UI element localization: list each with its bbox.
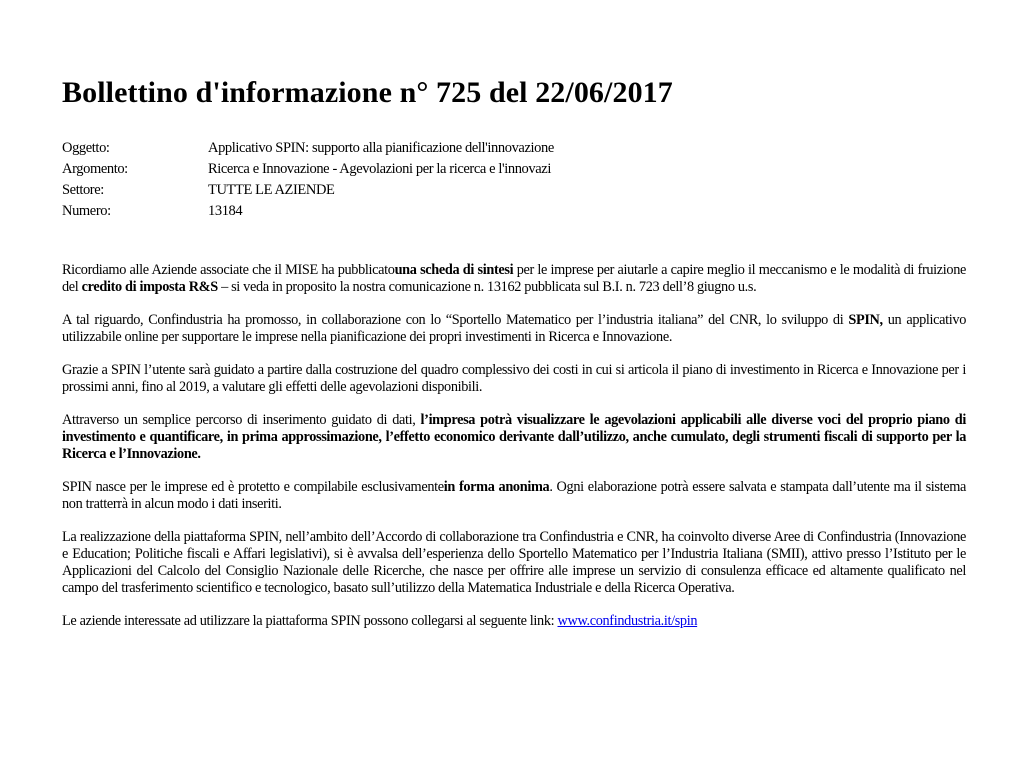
meta-label: Oggetto:	[62, 140, 110, 156]
meta-label: Numero:	[62, 203, 111, 219]
paragraph-mise	[62, 262, 966, 296]
meta-value: Applicativo SPIN: supporto alla pianificazione dell'innovazione	[208, 140, 554, 156]
bold-text: credito di imposta R&S	[81, 279, 218, 295]
meta-value: Ricerca e Innovazione - Agevolazioni per la ricerca e l'innovazi	[208, 161, 551, 177]
paragraph-text: Ricordiamo alle Aziende associate che il MISE ha pubblicato	[62, 262, 395, 278]
paragraph-data-entry	[62, 412, 966, 463]
bold-text: in forma anonima	[443, 479, 550, 495]
paragraph-text: Le aziende interessate ad utilizzare la piattaforma SPIN possono collegarsi al seguente link:	[62, 613, 558, 629]
paragraph-text: SPIN nasce per le imprese ed è protetto e compilabile esclusivamente	[62, 479, 444, 495]
metadata-table	[62, 138, 554, 222]
meta-value: 13184	[208, 203, 243, 219]
paragraph-text: un applicativo utilizzabile online per supportare le imprese nella pianificazione dei propri investimenti in Ricerca e Innovazione.	[62, 312, 967, 345]
meta-row-argomento	[62, 159, 554, 180]
meta-row-oggetto	[62, 138, 554, 159]
paragraph-text: . Ogni elaborazione potrà essere salvata e stampata dall’utente ma il sistema non tratterrà in alcun modo i dati inseriti.	[62, 479, 966, 512]
paragraph-text: A tal riguardo, Confindustria ha promosso, in collaborazione con lo “Sportello Matematico per l’industria italiana” del CNR, lo sviluppo di	[62, 312, 849, 328]
paragraph-text: – si veda in proposito la nostra comunicazione n. 13162 pubblicata sul B.I. n. 723 dell’8 giugno u.s.	[217, 279, 757, 295]
spin-link[interactable]: www.confindustria.it/spin	[557, 613, 698, 629]
paragraph-platform: La realizzazione della piattaforma SPIN, nell’ambito dell’Accordo di collaborazione tra Confindustria e CNR, ha coinvolto diverse Aree di Confindustria (Innovazione e Education; Politiche fiscali e Affari legislativi), si è avvalsa dell’esperienza dello Sportello Matematico per l’Industria Italiana (SMII), attivo presso l’Istituto per le Applicazioni del Calcolo del Consiglio Nazionale delle Ricerche, che nasce per offrire alle imprese un servizio di consulenza efficace ed altamente qualificato nel campo del trasferimento scientifico e tecnologico, basato sull’utilizzo della Matematica Industriale e della Ricerca Operativa.	[62, 529, 966, 596]
meta-row-numero	[62, 201, 554, 222]
bold-text: SPIN,	[848, 312, 883, 328]
meta-row-settore	[62, 180, 554, 201]
bold-text: una scheda di sintesi	[394, 262, 514, 278]
paragraph-spin-intro	[62, 312, 966, 346]
paragraph-link	[62, 613, 966, 630]
paragraph-anonymous	[62, 479, 966, 513]
paragraph-guidance: Grazie a SPIN l’utente sarà guidato a partire dalla costruzione del quadro complessivo dei costi in cui si articola il piano di investimento in Ricerca e Innovazione per i prossimi anni, fino al 2019, a valutare gli effetti delle agevolazioni disponibili.	[62, 362, 966, 395]
paragraph-text: per le imprese per aiutarle a capire meglio il meccanismo e le modalità di fruizione del	[62, 262, 966, 295]
meta-label: Settore:	[62, 182, 104, 198]
meta-value: TUTTE LE AZIENDE	[208, 182, 335, 198]
page-title: Bollettino d'informazione n° 725 del 22/06/2017	[62, 76, 673, 109]
bulletin-body	[62, 262, 966, 646]
meta-label: Argomento:	[62, 161, 128, 177]
paragraph-text: Attraverso un semplice percorso di inserimento guidato di dati,	[62, 412, 421, 428]
bold-text: l’impresa potrà visualizzare le agevolazioni applicabili alle diverse voci del proprio piano di investimento e quantificare, in prima approssimazione, l’effetto economico derivante dall’utilizzo, anche cumulato, degli strumenti fiscali di supporto per la Ricerca e l’Innovazione.	[62, 412, 966, 462]
